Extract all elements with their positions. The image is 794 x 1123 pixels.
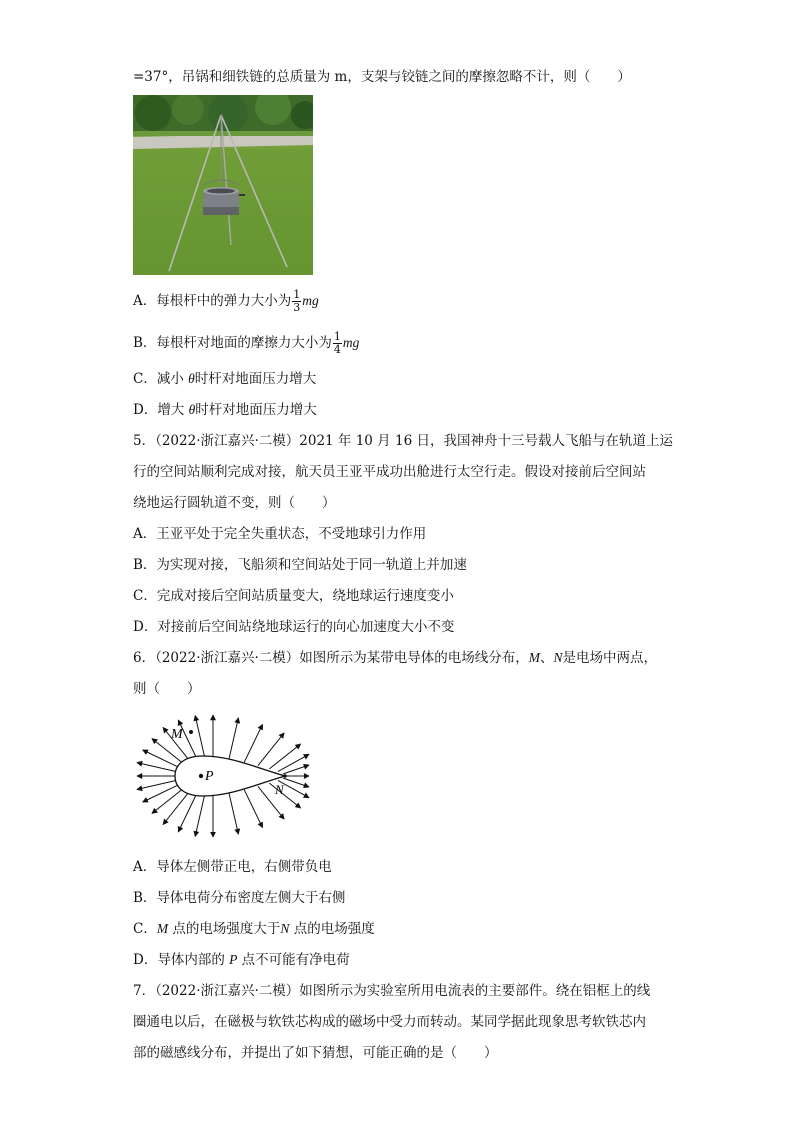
q6-option-c: C．M 点的电场强度大于N 点的电场强度: [133, 921, 375, 937]
q4-option-d: D．增大 θ时杆对地面压力增大: [133, 402, 317, 418]
q5-stem-line1: 5．（2022·浙江嘉兴·二模）2021 年 10 月 16 日，我国神舟十三号载人飞船与在轨道上运: [133, 433, 673, 449]
electric-field-diagram: [133, 712, 313, 840]
label-m: M: [171, 727, 183, 742]
conductor-shape: [175, 756, 285, 796]
q4-option-b: B．每根杆对地面的摩擦力大小为 $\frac{1}{4}$ mg: [133, 330, 360, 356]
field-line: [163, 792, 189, 825]
point-p-dot: [199, 774, 203, 778]
point-m-dot: [189, 730, 193, 734]
q4-option-a: A．每根杆中的弹力大小为 $\frac{1}{3}$ mg: [133, 288, 319, 314]
q6-stem-line1: 6．（2022·浙江嘉兴·二模）如图所示为某带电导体的电场线分布，M、N是电场中两点，: [133, 650, 658, 666]
field-line: [195, 716, 204, 757]
q4-stem: =37°，吊锅和细铁链的总质量为 m，支架与铰链之间的摩擦忽略不计，则（ ）: [133, 69, 631, 85]
q5-option-b: B．为实现对接，飞船须和空间站处于同一轨道上并加速: [133, 557, 467, 573]
q5-option-d: D．对接前后空间站绕地球运行的向心加速度大小不变: [133, 619, 455, 635]
field-line: [278, 754, 309, 771]
field-line: [178, 794, 196, 832]
label-n: N: [275, 782, 284, 797]
label-p: P: [205, 769, 214, 784]
q7-stem-line2: 圈通电以后，在磁极与软铁芯构成的磁场中受力而转动。某同学据此现象思考软铁芯内: [133, 1014, 646, 1030]
q7-stem-line1: 7．（2022·浙江嘉兴·二模）如图所示为实验室所用电流表的主要部件。绕在铝框上的线: [133, 983, 651, 999]
field-line: [244, 724, 262, 762]
q6-option-b: B．导体电荷分布密度左侧大于右侧: [133, 890, 346, 906]
field-line: [244, 790, 262, 828]
field-line: [152, 789, 183, 814]
q5-stem-line2: 行的空间站顺利完成对接，航天员王亚平成功出舱进行太空行走。假设对接前后空间站: [133, 464, 646, 480]
fraction-one-fourth: $\frac{1}{4}$: [333, 330, 341, 356]
q6-stem-line2: 则（ ）: [133, 681, 201, 697]
field-line: [152, 739, 183, 764]
field-line: [137, 763, 176, 772]
field-line: [269, 744, 300, 769]
q7-stem-line3: 部的磁感线分布，并提出了如下猜想，可能正确的是（ ）: [133, 1045, 498, 1061]
point-n-dot: [283, 774, 287, 778]
q5-option-c: C．完成对接后空间站质量变大，绕地球运行速度变小: [133, 588, 454, 604]
field-line: [229, 718, 238, 759]
fraction-one-third: $\frac{1}{3}$: [293, 288, 301, 314]
field-line: [137, 781, 176, 790]
q6-option-d: D．导体内部的 P 点不可能有净电荷: [133, 952, 350, 968]
q6-option-a: A．导体左侧带正电，右侧带负电: [133, 859, 332, 875]
field-line: [229, 793, 238, 834]
field-line: [195, 796, 204, 837]
tripod-pot-photo: [133, 95, 313, 275]
q5-option-a: A．王亚平处于完全失重状态，不受地球引力作用: [133, 526, 427, 542]
q4-option-c: C．减小 θ时杆对地面压力增大: [133, 371, 317, 387]
q5-stem-line3: 绕地运行圆轨道不变，则（ ）: [133, 495, 336, 511]
field-line: [269, 783, 300, 808]
